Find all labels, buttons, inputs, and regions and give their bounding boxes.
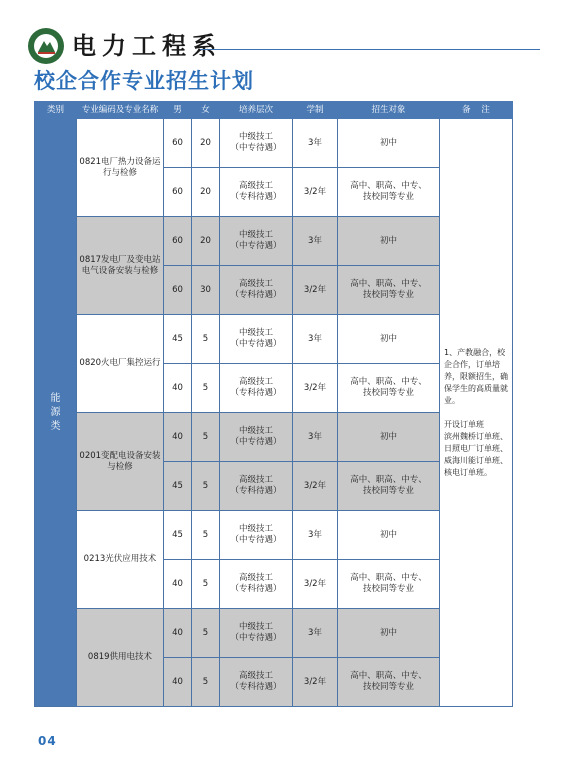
training-level-cell: 中级技工 （中专待遇） xyxy=(220,609,293,658)
male-count-cell: 60 xyxy=(164,217,192,266)
major-name-cell: 0821电厂热力设备运行与检修 xyxy=(77,119,164,217)
remarks-spacer xyxy=(444,407,508,419)
enrollment-target-cell: 初中 xyxy=(338,217,440,266)
department-title: 电力工程系 xyxy=(72,31,222,60)
male-count-cell: 45 xyxy=(164,511,192,560)
male-count-cell: 40 xyxy=(164,658,192,707)
column-header: 培养层次 xyxy=(220,102,293,119)
duration-cell: 3年 xyxy=(293,511,338,560)
training-level-cell: 中级技工 （中专待遇） xyxy=(220,119,293,168)
duration-cell: 3/2年 xyxy=(293,364,338,413)
male-count-cell: 60 xyxy=(164,119,192,168)
enrollment-target-cell: 初中 xyxy=(338,315,440,364)
female-count-cell: 5 xyxy=(192,560,220,609)
page-title: 校企合作专业招生计划 xyxy=(34,69,254,93)
major-name-cell: 0213光伏应用技术 xyxy=(77,511,164,609)
enrollment-target-cell: 初中 xyxy=(338,609,440,658)
enrollment-target-cell: 高中、职高、中专、 技校同等专业 xyxy=(338,560,440,609)
enrollment-target-cell: 初中 xyxy=(338,413,440,462)
column-header: 类别 xyxy=(35,102,77,119)
training-level-cell: 高级技工 （专科待遇） xyxy=(220,658,293,707)
female-count-cell: 20 xyxy=(192,119,220,168)
male-count-cell: 40 xyxy=(164,364,192,413)
female-count-cell: 5 xyxy=(192,364,220,413)
table-header-row xyxy=(35,102,513,119)
enrollment-plan-table xyxy=(34,101,513,707)
female-count-cell: 30 xyxy=(192,266,220,315)
major-name-cell: 0817发电厂及变电站电气设备安装与检修 xyxy=(77,217,164,315)
training-level-cell: 高级技工 （专科待遇） xyxy=(220,560,293,609)
logo-emblem-icon xyxy=(32,32,60,60)
training-level-cell: 高级技工 （专科待遇） xyxy=(220,364,293,413)
category-cell xyxy=(35,119,77,707)
female-count-cell: 5 xyxy=(192,315,220,364)
duration-cell: 3/2年 xyxy=(293,462,338,511)
duration-cell: 3年 xyxy=(293,413,338,462)
duration-cell: 3年 xyxy=(293,315,338,364)
male-count-cell: 40 xyxy=(164,560,192,609)
major-name-cell: 0201变配电设备安装与检修 xyxy=(77,413,164,511)
duration-cell: 3/2年 xyxy=(293,266,338,315)
training-level-cell: 高级技工 （专科待遇） xyxy=(220,168,293,217)
column-header: 招生对象 xyxy=(338,102,440,119)
male-count-cell: 60 xyxy=(164,266,192,315)
male-count-cell: 60 xyxy=(164,168,192,217)
female-count-cell: 20 xyxy=(192,168,220,217)
column-header: 女 xyxy=(192,102,220,119)
column-header: 备 注 xyxy=(440,102,513,119)
training-level-cell: 高级技工 （专科待遇） xyxy=(220,462,293,511)
male-count-cell: 45 xyxy=(164,315,192,364)
enrollment-target-cell: 高中、职高、中专、 技校同等专业 xyxy=(338,168,440,217)
header-divider xyxy=(200,49,540,50)
female-count-cell: 5 xyxy=(192,413,220,462)
duration-cell: 3年 xyxy=(293,217,338,266)
column-header: 专业编码及专业名称 xyxy=(77,102,164,119)
female-count-cell: 5 xyxy=(192,609,220,658)
training-level-cell: 中级技工 （中专待遇） xyxy=(220,511,293,560)
duration-cell: 3/2年 xyxy=(293,168,338,217)
enrollment-target-cell: 高中、职高、中专、 技校同等专业 xyxy=(338,658,440,707)
page-number: 04 xyxy=(38,734,57,748)
duration-cell: 3年 xyxy=(293,119,338,168)
table-row xyxy=(35,119,513,168)
remarks-note-1: 1、产教融合，校企合作，订单培养，限额招生，确保学生的高质量就业。 xyxy=(444,347,508,405)
enrollment-target-cell: 初中 xyxy=(338,511,440,560)
column-header: 学制 xyxy=(293,102,338,119)
training-level-cell: 中级技工 （中专待遇） xyxy=(220,217,293,266)
duration-cell: 3/2年 xyxy=(293,560,338,609)
duration-cell: 3年 xyxy=(293,609,338,658)
enrollment-target-cell: 高中、职高、中专、 技校同等专业 xyxy=(338,266,440,315)
column-header: 男 xyxy=(164,102,192,119)
category-label: 能源类 xyxy=(50,392,61,432)
major-name-cell: 0820火电厂集控运行 xyxy=(77,315,164,413)
enrollment-target-cell: 初中 xyxy=(338,119,440,168)
female-count-cell: 5 xyxy=(192,462,220,511)
male-count-cell: 45 xyxy=(164,462,192,511)
remarks-cell xyxy=(440,119,513,707)
enrollment-target-cell: 高中、职高、中专、 技校同等专业 xyxy=(338,364,440,413)
female-count-cell: 20 xyxy=(192,217,220,266)
male-count-cell: 40 xyxy=(164,609,192,658)
female-count-cell: 5 xyxy=(192,658,220,707)
female-count-cell: 5 xyxy=(192,511,220,560)
male-count-cell: 40 xyxy=(164,413,192,462)
training-level-cell: 高级技工 （专科待遇） xyxy=(220,266,293,315)
training-level-cell: 中级技工 （中专待遇） xyxy=(220,315,293,364)
training-level-cell: 中级技工 （中专待遇） xyxy=(220,413,293,462)
college-logo xyxy=(28,28,64,64)
major-name-cell: 0819供用电技术 xyxy=(77,609,164,707)
enrollment-target-cell: 高中、职高、中专、 技校同等专业 xyxy=(338,462,440,511)
remarks-note-2: 开设订单班 滨州魏桥订单班、 日照电厂订单班、 威海川能订单班、 核电订单班。 xyxy=(444,419,508,477)
duration-cell: 3/2年 xyxy=(293,658,338,707)
